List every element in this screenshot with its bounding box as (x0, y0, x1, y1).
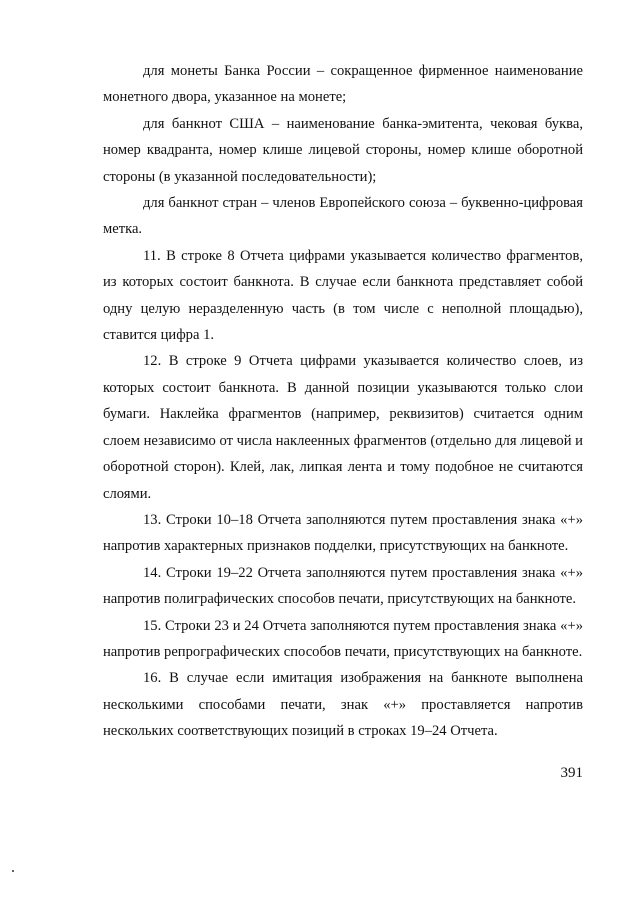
paragraph-bank-of-russia-coin: для монеты Банка России – сокращенное фирменное наименование монетного двора, указанное на монете; (103, 63, 583, 106)
paragraph-item-14: 14. Строки 19–22 Отчета заполняются путем проставления знака «+» напротив полиграфических способов печати, присутствующих на банкноте. (103, 564, 583, 608)
paragraph-eu-banknotes: для банкнот стран – членов Европейского союза – буквенно-цифровая метка. (103, 195, 583, 238)
scan-speck (12, 870, 14, 872)
paragraph-item-11: 11. В строке 8 Отчета цифрами указывается количество фрагментов, из которых состоит банкнота. В случае если банкнота представляет собой одну целую неразделенную часть (в том числе с неполной площадью), ставится цифра 1. (103, 247, 583, 344)
paragraph-item-16: 16. В случае если имитация изображения на банкноте выполнена несколькими способами печати, знак «+» проставляется напротив нескольких соответствующих позиций в строках 19–24 Отчета. (103, 670, 583, 740)
paragraph-usa-banknotes: для банкнот США – наименование банка-эмитента, чековая буква, номер квадранта, номер клише лицевой стороны, номер клише оборотной стороны (в указанной последовательности); (103, 115, 583, 185)
paragraph-item-13: 13. Строки 10–18 Отчета заполняются путем проставления знака «+» напротив характерных признаков подделки, присутствующих на банкноте. (103, 511, 583, 555)
paragraph-item-15: 15. Строки 23 и 24 Отчета заполняются путем проставления знака «+» напротив репрографических способов печати, присутствующих на банкноте. (103, 617, 583, 660)
body-text (103, 58, 583, 745)
paragraph-item-12: 12. В строке 9 Отчета цифрами указывается количество слоев, из которых состоит банкнота. В данной позиции указываются только слои бумаги. Наклейка фрагментов (например, реквизитов) считается одним слоем независимо от числа наклеенных фрагментов (отдельно для лицевой и оборотной сторон). Клей, лак, липкая лента и тому подобное не считаются слоями. (103, 353, 583, 502)
page-number: 391 (560, 765, 583, 781)
